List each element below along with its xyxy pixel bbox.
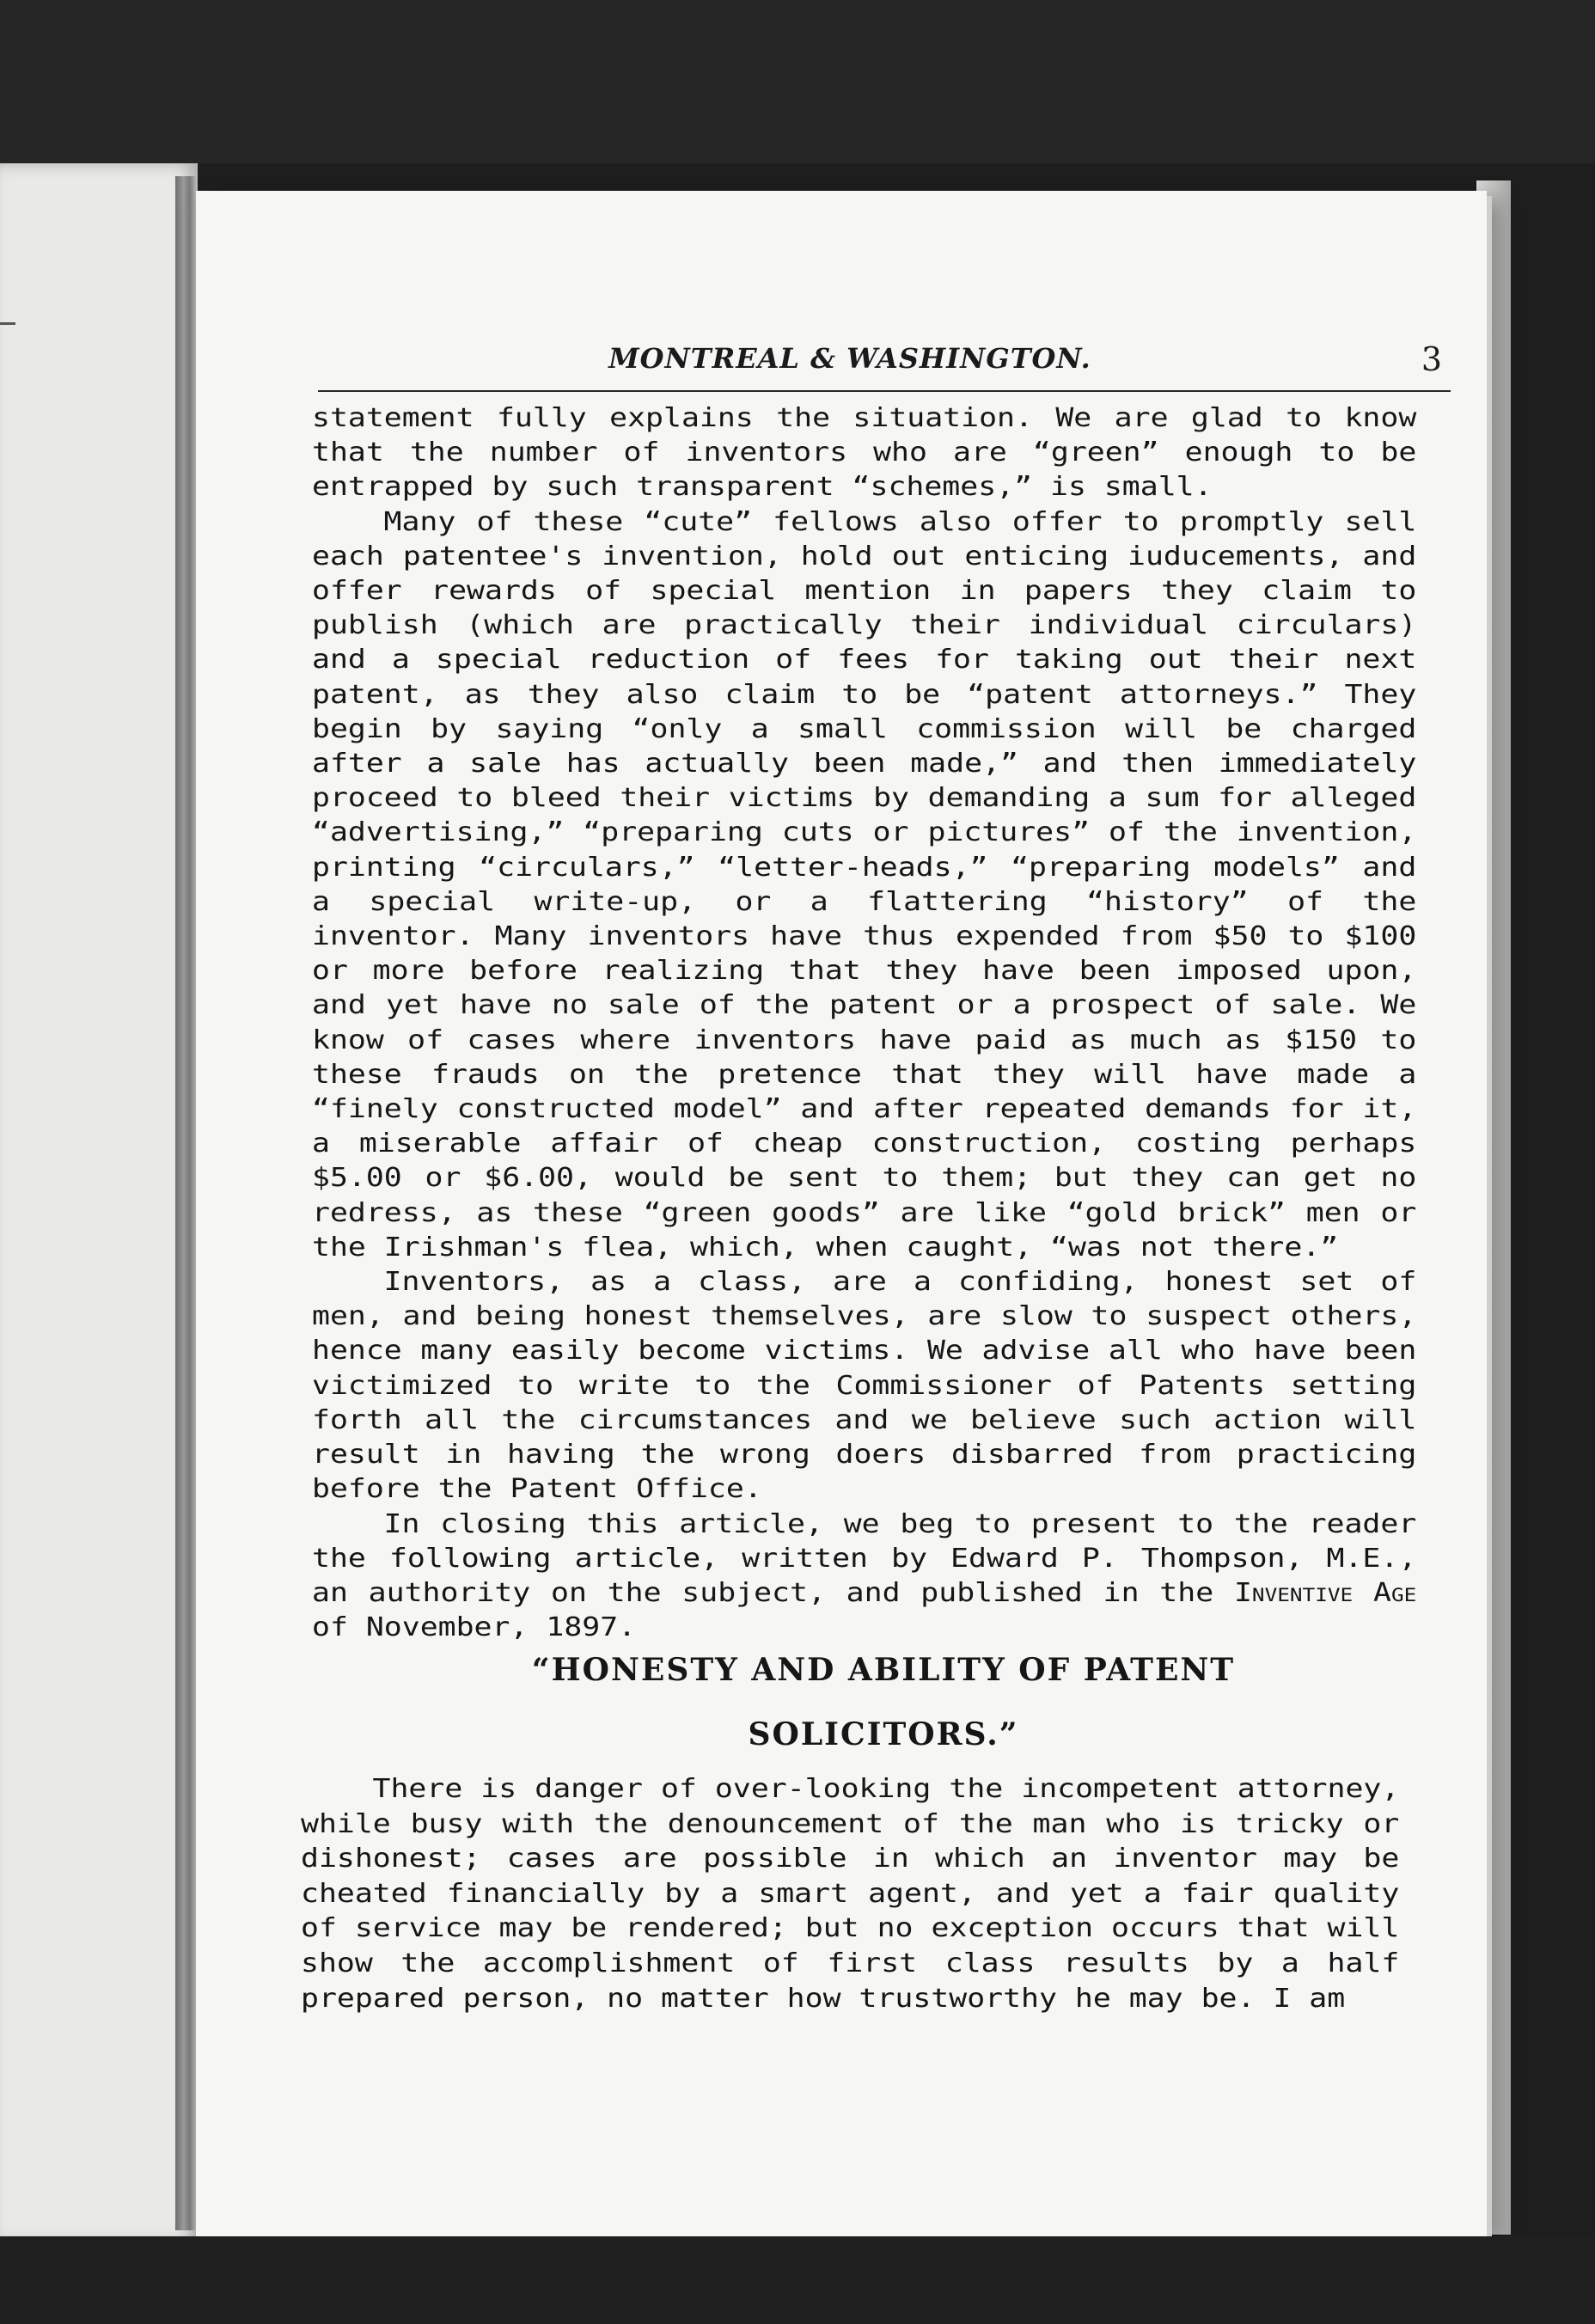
section-heading-line-2: SOLICITORS.” bbox=[748, 1716, 1019, 1752]
section-text bbox=[301, 1772, 1399, 2016]
paragraph-4-text-before: In closing this article, we beg to present to the reader the following article, written by Edward P. Thompson, M.E., an authority on the subject, and published in the bbox=[312, 1508, 1417, 1608]
header-rule bbox=[318, 390, 1451, 392]
paragraph-1: statement fully explains the situation. We are glad to know that the number of inventors who are “green” enough to be entrapped by such transparent “schemes,” is small. bbox=[312, 403, 1417, 503]
page-number: 3 bbox=[1421, 340, 1442, 378]
scan-background-bottom bbox=[0, 2236, 1595, 2324]
facing-page-edge bbox=[0, 163, 198, 2243]
paragraph-4-text-after: of November, 1897. bbox=[312, 1612, 637, 1643]
paragraph-4 bbox=[312, 1508, 1416, 1646]
scan-background-top bbox=[0, 0, 1595, 163]
paragraph-2: Many of these “cute” fellows also offer to promptly sell each patentee's invention, hold out enticing iuducements, and offer rewards of special mention in papers they claim to publish (which are practically their individual circulars) and a special reduction of fees for taking out their next patent, as they also claim to be “patent attorneys.” They begin by saying “only a small commission will be charged after a sale has actually been made,” and then immediately proceed to bleed their victims by demanding a sum for alleged “advertising,” “preparing cuts or pictures” of the invention, printing “circulars,” “letter-heads,” “preparing models” and a special write-up, or a flattering “history” of the inventor. Many inventors have thus expended from $50 to $100 or more before realizing that they have been imposed upon, and yet have no sale of the patent or a prospect of sale. We know of cases where inventors have paid as much as $150 to these frauds on the pretence that they will have made a “finely constructed model” and after repeated demands for it, a miserable affair of cheap construction, costing perhaps $5.00 or $6.00, would be sent to them; but they can get no redress, as these “green goods” are like “gold brick” men or the Irishman's flea, which, when caught, “was not there.” bbox=[312, 506, 1417, 1263]
book-spine bbox=[175, 176, 196, 2230]
paragraph-3: Inventors, as a class, are a confiding, honest set of men, and being honest themselves, are slow to suspect others, hence many easily become victims. We advise all who have been victimized to write to the Commissioner of Patents setting forth all the circumstances and we believe such action will result in having the wrong doers disbarred from practicing before the Patent Office. bbox=[312, 1267, 1417, 1505]
running-head: MONTREAL & WASHINGTON. bbox=[608, 342, 1091, 375]
page-header bbox=[318, 335, 1442, 390]
main-text bbox=[312, 401, 1416, 1645]
book-page bbox=[196, 191, 1487, 2236]
section-heading-line-1: “HONESTY AND ABILITY OF PATENT bbox=[531, 1652, 1236, 1688]
page-mark bbox=[0, 322, 15, 325]
publication-name: Inventive Age bbox=[1233, 1577, 1417, 1608]
section-paragraph: There is danger of over-looking the incompetent attorney, while busy with the denouncement of the man who is tricky or dishonest; cases are possible in which an inventor may be cheated financially by a smart agent, and yet a fair quality of service may be rendered; but no exception occurs that will show the accomplishment of first class results by a half prepared person, no matter how trustworthy he may be. I am bbox=[301, 1774, 1400, 2014]
